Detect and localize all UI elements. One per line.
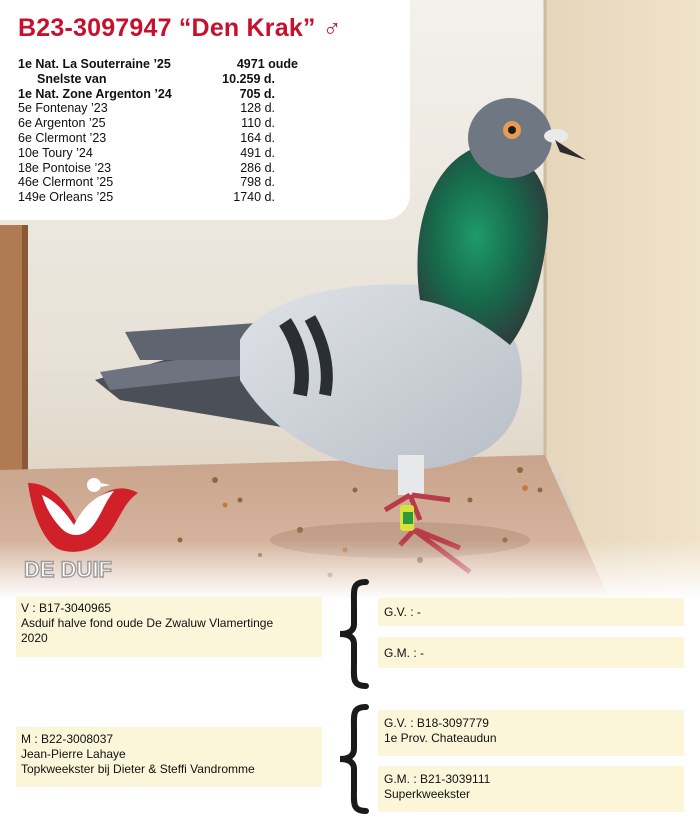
pigeon-title: B23-3097947 “Den Krak” ♂ [18,14,342,42]
result-label: 6e Argenton ’25 [18,116,106,131]
result-value: 705 d. [239,86,275,101]
result-value: 10.259 d. [222,71,275,86]
mother-id: M : B22-3008037 [21,732,114,746]
mother-gv-desc: 1e Prov. Chateaudun [384,731,497,745]
result-label: 149e Orleans ’25 [18,190,114,205]
father-brace [336,578,370,690]
result-label: 1e Nat. Zone Argenton ’24 [18,86,172,101]
mother-grandmother-panel [378,766,684,812]
result-row [18,146,303,161]
result-label: Snelste van [37,71,107,86]
result-value: 128 d. [240,101,275,116]
logo-text: DE DUIF [24,557,112,582]
de-duif-logo [22,463,144,583]
result-label: 5e Fontenay ’23 [18,101,108,116]
father-grandfather-panel [378,598,684,626]
result-label: 18e Pontoise ’23 [18,160,112,175]
result-value: 491 d. [240,145,275,160]
mother-owner: Jean-Pierre Lahaye [21,747,126,761]
mother-panel [16,727,322,787]
results-list [18,57,303,205]
mother-gv: G.V. : B18-3097779 [384,716,489,730]
result-row [18,116,303,131]
father-desc: Asduif halve fond oude De Zwaluw Vlamertinge [21,616,274,630]
result-value: 286 d. [240,160,275,175]
result-row [18,161,303,176]
father-gm: G.M. : - [384,646,424,660]
mother-brace [336,703,370,815]
mother-gm-desc: Superkweekster [384,787,471,801]
result-value: 798 d. [240,175,275,190]
result-row [18,57,303,72]
results-card [0,0,410,220]
father-id: V : B17-3040965 [21,601,112,615]
result-row [18,87,303,102]
result-label: 10e Toury ’24 [18,145,93,160]
result-row [18,131,303,146]
mother-desc: Topkweekster bij Dieter & Steffi Vandromme [21,762,255,776]
mother-gm: G.M. : B21-3039111 [384,772,491,786]
result-row [18,101,303,116]
result-value: 1740 d. [233,190,275,205]
result-row [18,175,303,190]
mother-grandfather-panel [378,710,684,756]
result-value: 110 d. [241,116,275,131]
result-value: 164 d. [240,130,275,145]
father-gv: G.V. : - [384,605,421,619]
father-panel [16,597,322,657]
result-value: 4971 oude [236,57,298,71]
result-label: 1e Nat. La Souterraine ’25 [18,57,171,71]
father-grandmother-panel [378,637,684,668]
result-label: 6e Clermont ’23 [18,130,107,145]
result-row [18,190,303,205]
result-row [18,72,303,87]
father-year: 2020 [21,631,48,645]
result-label: 46e Clermont ’25 [18,175,114,190]
